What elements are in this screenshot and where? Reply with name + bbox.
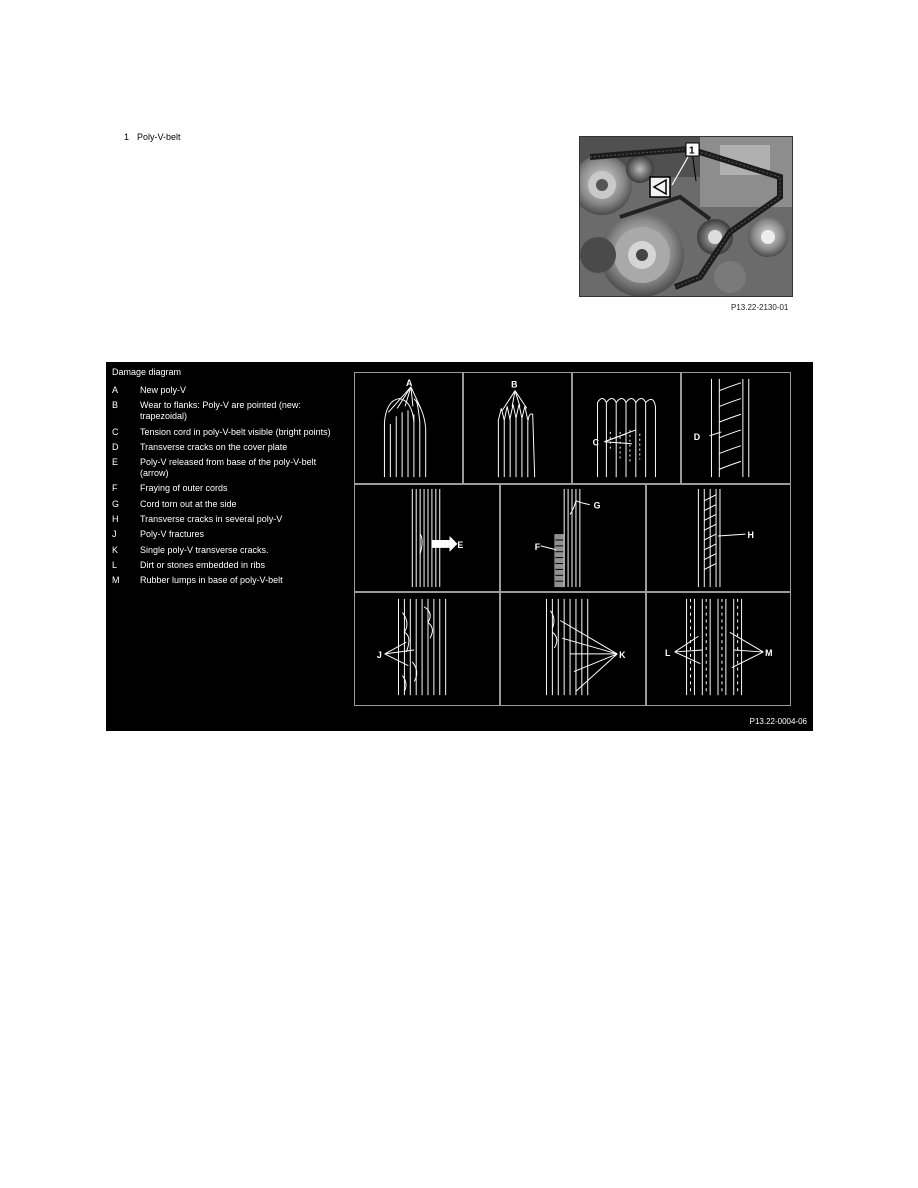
panel-c	[572, 372, 681, 484]
svg-text:E: E	[457, 539, 464, 550]
svg-text:B: B	[511, 379, 518, 390]
svg-text:F: F	[534, 541, 541, 552]
legend-item: D Transverse cracks on the cover plate	[112, 441, 288, 452]
legend-item: K Single poly-V transverse cracks.	[112, 544, 269, 555]
svg-text:A: A	[406, 377, 413, 388]
legend-item: E Poly-V released from base of the poly-V-belt (arrow)	[112, 457, 317, 479]
legend-text: Poly-V-belt	[137, 132, 181, 142]
panel-fg	[500, 484, 646, 592]
panel-e	[354, 484, 500, 592]
svg-text:J: J	[376, 649, 382, 660]
damage-title: Damage diagram	[112, 367, 182, 377]
engine-illustration	[580, 137, 792, 296]
belt-fraying-cord-illustration	[501, 485, 645, 591]
panel-h	[646, 484, 791, 592]
svg-text:L: L	[664, 647, 671, 658]
damage-diagram	[106, 362, 813, 731]
photo-callout: 1	[689, 145, 695, 157]
belt-single-cracks-illustration	[501, 593, 645, 705]
panel-b	[463, 372, 572, 484]
panel-d	[681, 372, 791, 484]
panel-j	[354, 592, 500, 706]
legend-item: J Poly-V fractures	[112, 529, 205, 540]
svg-text:M: M	[765, 647, 773, 658]
belt-dirt-rubber-lumps-illustration	[647, 593, 790, 705]
svg-text:K: K	[619, 649, 626, 660]
engine-photo	[579, 136, 793, 297]
legend-item: G Cord torn out at the side	[112, 498, 237, 509]
panel-k	[500, 592, 646, 706]
legend-item: L Dirt or stones embedded in ribs	[112, 559, 266, 570]
belt-cover-plate-cracks-illustration	[682, 373, 790, 483]
belt-released-poly-v-illustration	[355, 485, 499, 591]
belt-new-poly-v-illustration	[355, 373, 462, 483]
legend-item: F Fraying of outer cords	[112, 483, 228, 494]
photo-reference: P13.22-2130-01	[731, 303, 789, 312]
legend-item: H Transverse cracks in several poly-V	[112, 514, 283, 525]
damage-legend	[112, 385, 347, 591]
legend-item: B Wear to flanks: Poly-V are pointed (new: trapezoidal)	[112, 400, 301, 422]
belt-cracks-several-illustration	[647, 485, 790, 591]
svg-text:C: C	[592, 437, 600, 448]
legend-item: A New poly-V	[112, 385, 187, 395]
panel-a	[354, 372, 463, 484]
belt-fractures-illustration	[355, 593, 499, 705]
legend-item: C Tension cord in poly-V-belt visible (bright points)	[112, 426, 331, 437]
svg-text:D: D	[693, 431, 701, 442]
belt-tension-cord-illustration	[573, 373, 680, 483]
belt-flank-wear-illustration	[464, 373, 571, 483]
legend-item: M Rubber lumps in base of poly-V-belt	[112, 575, 283, 586]
damage-reference: P13.22-0004-06	[749, 717, 807, 726]
legend-number: 1	[124, 132, 130, 142]
panel-lm	[646, 592, 791, 706]
svg-text:G: G	[593, 500, 601, 511]
svg-text:H: H	[747, 530, 754, 540]
